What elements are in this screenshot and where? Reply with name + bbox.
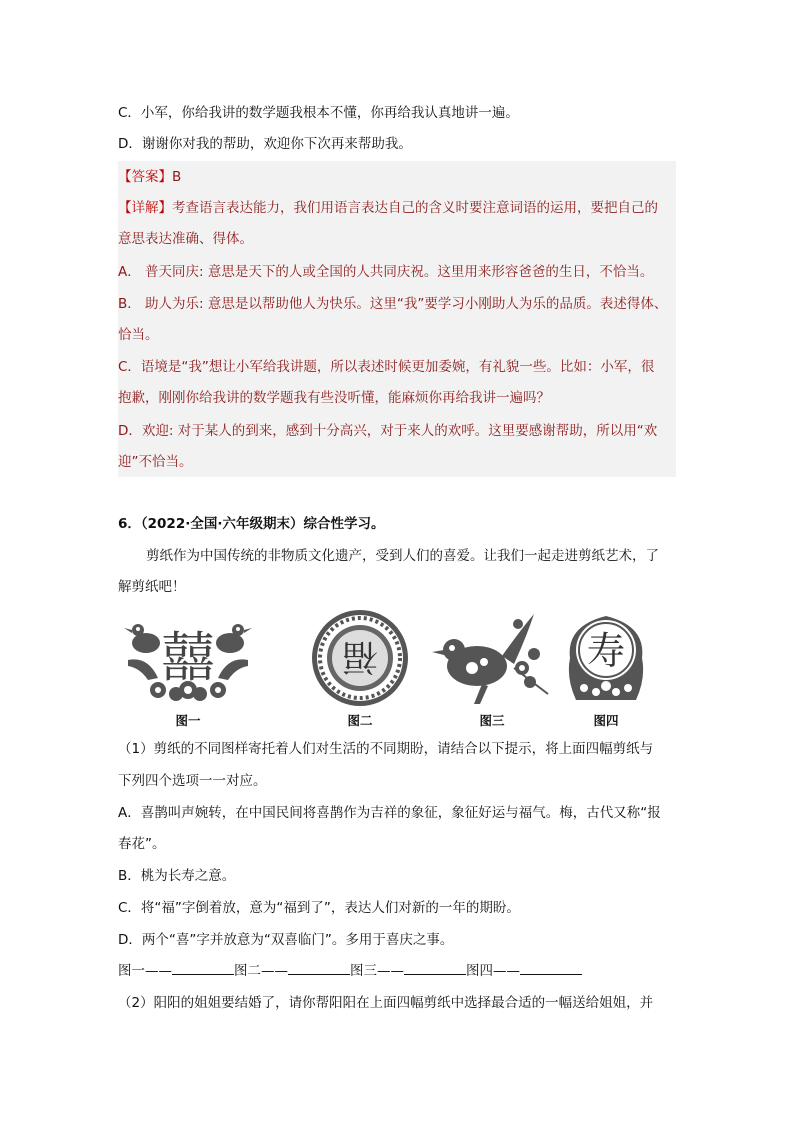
explain-d-1: D．欢迎: 对于某人的到来，感到十分高兴，对于来人的欢呼。这里要感谢帮助，所以用“欢: [118, 423, 658, 439]
match-row: [118, 955, 582, 988]
match-label-4: 图四——: [466, 963, 520, 979]
match-label-2: 图二——: [234, 963, 288, 979]
opt-a-line-2: 春花”。: [118, 836, 166, 852]
figure-4: [536, 608, 676, 734]
sub1-line-2: 下列四个选项一一对应。: [118, 773, 267, 789]
answer-value: B: [172, 169, 182, 185]
answer-blank-4[interactable]: [520, 960, 582, 975]
option-c: C．小军，你给我讲的数学题我根本不懂，你再给我认真地讲一遍。: [118, 105, 519, 121]
opt-d: D．两个“喜”字并放意为“双喜临门”。多用于喜庆之事。: [118, 932, 454, 948]
figure-1: [118, 608, 258, 734]
figure-2: [290, 608, 430, 734]
intro-line-1: 剪纸作为中国传统的非物质文化遗产，受到人们的喜爱。让我们一起走进剪纸艺术，了: [146, 548, 659, 564]
question-title: 6．（2022·全国·六年级期末）综合性学习。: [118, 516, 385, 532]
intro-line-2: 解剪纸吧！: [118, 579, 186, 595]
figure-caption: 图三: [479, 713, 505, 728]
figure-caption: 图二: [347, 713, 373, 728]
explain-c-2: 抱歉，刚刚你给我讲的数学题我有些没听懂，能麻烦你再给我讲一遍吗？: [118, 390, 550, 406]
opt-c: C．将“福”字倒着放，意为“福到了”，表达人们对新的一年的期盼。: [118, 900, 520, 916]
figure-caption: 图一: [175, 713, 201, 728]
explain-b-1: B． 助人为乐: 意思是以帮助他人为快乐。这里“我”要学习小刚助人为乐的品质。表述得体、: [118, 296, 668, 312]
detail-text: 考查语言表达能力，我们用语言表达自己的含义时要注意词语的运用，要把自己的: [172, 200, 658, 216]
svg-text:寿: 寿: [586, 629, 626, 673]
match-label-3: 图三——: [350, 963, 404, 979]
svg-text:囍: 囍: [161, 626, 215, 689]
detail-tag: 【详解】: [118, 200, 172, 216]
opt-b: B．桃为长寿之意。: [118, 868, 236, 884]
sub2-line-1: （2）阳阳的姐姐要结婚了，请你帮阳阳在上面四幅剪纸中选择最合适的一幅送给姐姐，并: [118, 995, 654, 1011]
detail-line-1: [118, 192, 658, 225]
explain-a: A． 普天同庆: 意思是天下的人或全国的人共同庆祝。这里用来形容爸爸的生日，不恰当。: [118, 264, 654, 280]
answer-blank-3[interactable]: [404, 960, 466, 975]
answer-blank-1[interactable]: [172, 960, 234, 975]
answer-line: [118, 161, 181, 194]
papercut-figures: [118, 608, 676, 734]
option-d: D．谢谢你对我的帮助，欢迎你下次再来帮助我。: [118, 136, 412, 152]
sub1-line-1: （1）剪纸的不同图样寄托着人们对生活的不同期盼，请结合以下提示，将上面四幅剪纸与: [118, 741, 654, 757]
match-label-1: 图一——: [118, 963, 172, 979]
answer-tag: 【答案】: [118, 169, 172, 185]
explain-d-2: 迎”不恰当。: [118, 454, 193, 470]
answer-blank-2[interactable]: [288, 960, 350, 975]
figure-caption: 图四: [593, 713, 619, 728]
papercut-fu-image: [290, 608, 430, 708]
explain-c-1: C．语境是“我”想让小军给我讲题，所以表述时候更加委婉，有礼貌一些。比如：小军，很: [118, 359, 655, 375]
detail-line-2: 意思表达准确、得体。: [118, 231, 253, 247]
papercut-longevity-image: [536, 608, 676, 708]
explain-b-2: 恰当。: [118, 327, 159, 343]
papercut-double-happiness-image: [118, 608, 258, 708]
opt-a-line-1: A．喜鹊叫声婉转，在中国民间将喜鹊作为吉祥的象征，象征好运与福气。梅，古代又称“报: [118, 805, 661, 821]
svg-text:福: 福: [341, 636, 379, 677]
